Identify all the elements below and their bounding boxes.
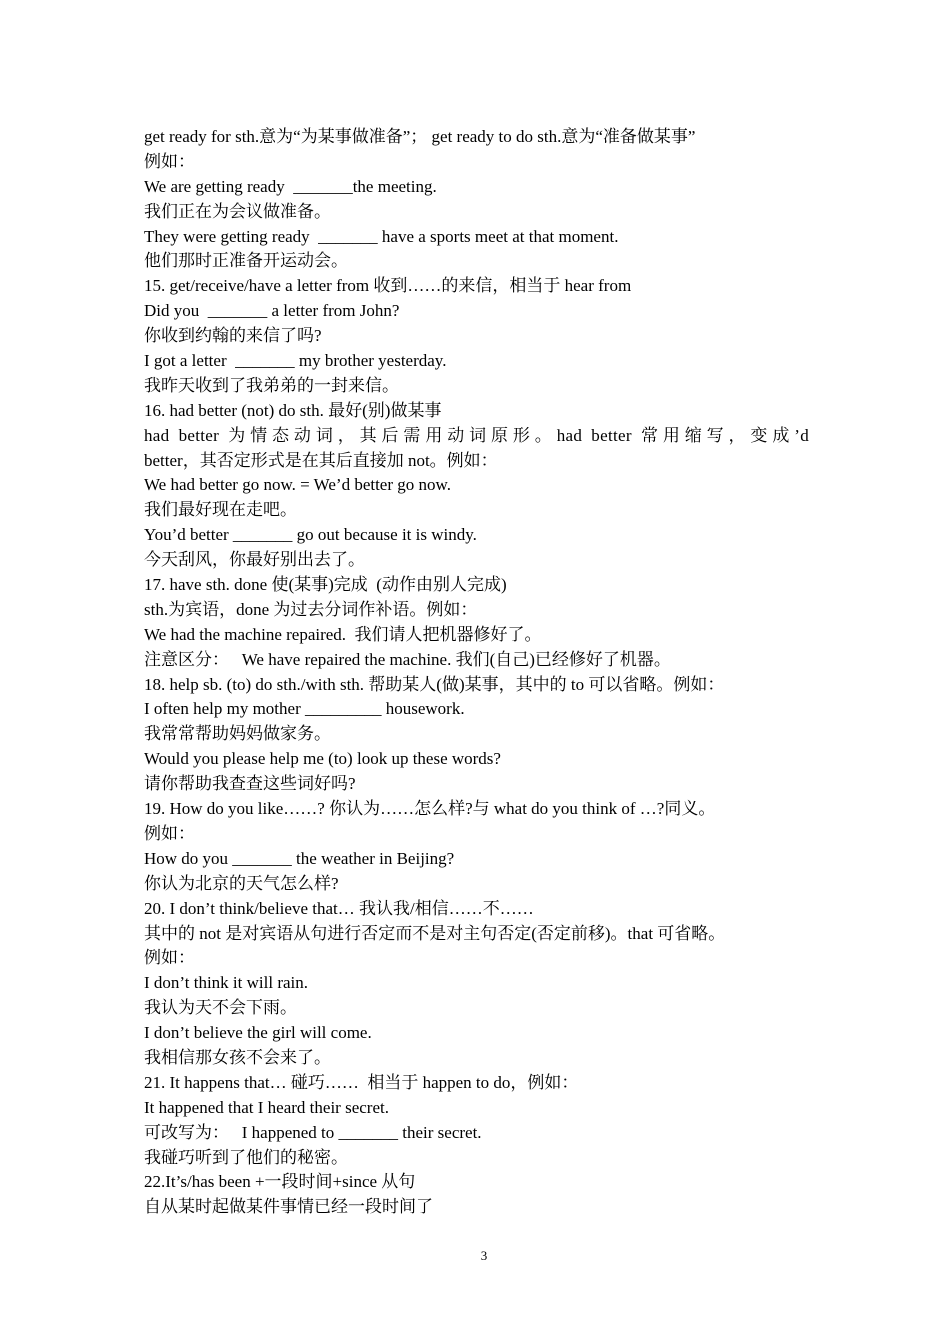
page-number: 3: [480, 1248, 488, 1263]
text-line: 我们正在为会议做准备。: [144, 201, 331, 221]
text-line: We are getting ready _______the meeting.: [144, 176, 437, 196]
text-line: get ready for sth.意为“为某事做准备”； get ready to do sth.意为“准备做某事”: [144, 127, 696, 146]
text-line: Did you _______ a letter from John?: [144, 301, 400, 321]
document-body: [144, 125, 809, 1220]
text-line: 例如：: [144, 823, 195, 843]
text-line: I don’t think it will rain.: [144, 973, 309, 993]
text-line: 我碰巧听到了他们的秘密。: [144, 1147, 348, 1167]
text-line: 我认为天不会下雨。: [144, 998, 297, 1018]
text-line: 15. get/receive/have a letter from 收到……的来信，相当于 hear from: [144, 276, 632, 296]
text-line: 其中的 not 是对宾语从句进行否定而不是对主句否定(否定前移)。that 可省略。: [144, 923, 726, 943]
text-line: 你收到约翰的来信了吗?: [144, 326, 322, 346]
text-line: 例如：: [144, 151, 195, 171]
text-line: We had better go now. = We’d better go now.: [144, 475, 451, 495]
text-line: had better 为情态动词，其后需用动词原形。had better 常用缩写，变成’d: [144, 425, 809, 445]
text-line: 17. have sth. done 使(某事)完成 (动作由别人完成): [144, 575, 507, 595]
text-line: 我们最好现在走吧。: [144, 500, 297, 520]
text-line: 18. help sb. (to) do sth./with sth. 帮助某人(做)某事，其中的 to 可以省略。例如：: [144, 674, 725, 694]
text-line: We had the machine repaired. 我们请人把机器修好了。: [144, 624, 542, 644]
text-line: Would you please help me (to) look up these words?: [144, 749, 501, 769]
text-line: sth.为宾语，done 为过去分词作补语。例如：: [144, 599, 478, 619]
text-line: They were getting ready _______ have a sports meet at that moment.: [144, 226, 619, 246]
text-line: 我相信那女孩不会来了。: [144, 1047, 331, 1067]
text-line: 他们那时正准备开运动会。: [144, 251, 348, 271]
text-line: 我昨天收到了我弟弟的一封来信。: [144, 375, 399, 395]
text-line: 你认为北京的天气怎么样?: [144, 873, 339, 893]
text-line: How do you _______ the weather in Beijing?: [144, 848, 455, 868]
text-line: 22.It’s/has been +一段时间+since 从句: [144, 1172, 416, 1192]
text-line: You’d better _______ go out because it is windy.: [144, 525, 477, 545]
text-line: 我常常帮助妈妈做家务。: [144, 724, 331, 744]
text-line: I don’t believe the girl will come.: [144, 1023, 372, 1043]
text-line: I got a letter _______ my brother yesterday.: [144, 351, 447, 371]
text-line: I often help my mother _________ housework.: [144, 699, 465, 719]
text-line: 20. I don’t think/believe that… 我认我/相信……不……: [144, 898, 534, 918]
text-line: better，其否定形式是在其后直接加 not。例如：: [144, 450, 498, 470]
text-line: 16. had better (not) do sth. 最好(别)做某事: [144, 400, 442, 420]
text-line: 可改写为： I happened to _______ their secret.: [144, 1122, 482, 1142]
text-line: 自从某时起做某件事情已经一段时间了: [144, 1197, 433, 1217]
text-line: 21. It happens that… 碰巧…… 相当于 happen to do，例如：: [144, 1072, 579, 1092]
text-line: 请你帮助我查查这些词好吗?: [144, 774, 356, 794]
text-line: 19. How do you like……? 你认为……怎么样?与 what do you think of …?同义。: [144, 799, 716, 819]
text-line: 例如：: [144, 948, 195, 968]
text-line: It happened that I heard their secret.: [144, 1097, 389, 1117]
text-line: 今天刮风，你最好别出去了。: [144, 550, 365, 570]
text-line: 注意区分： We have repaired the machine. 我们(自己)已经修好了机器。: [144, 649, 671, 669]
